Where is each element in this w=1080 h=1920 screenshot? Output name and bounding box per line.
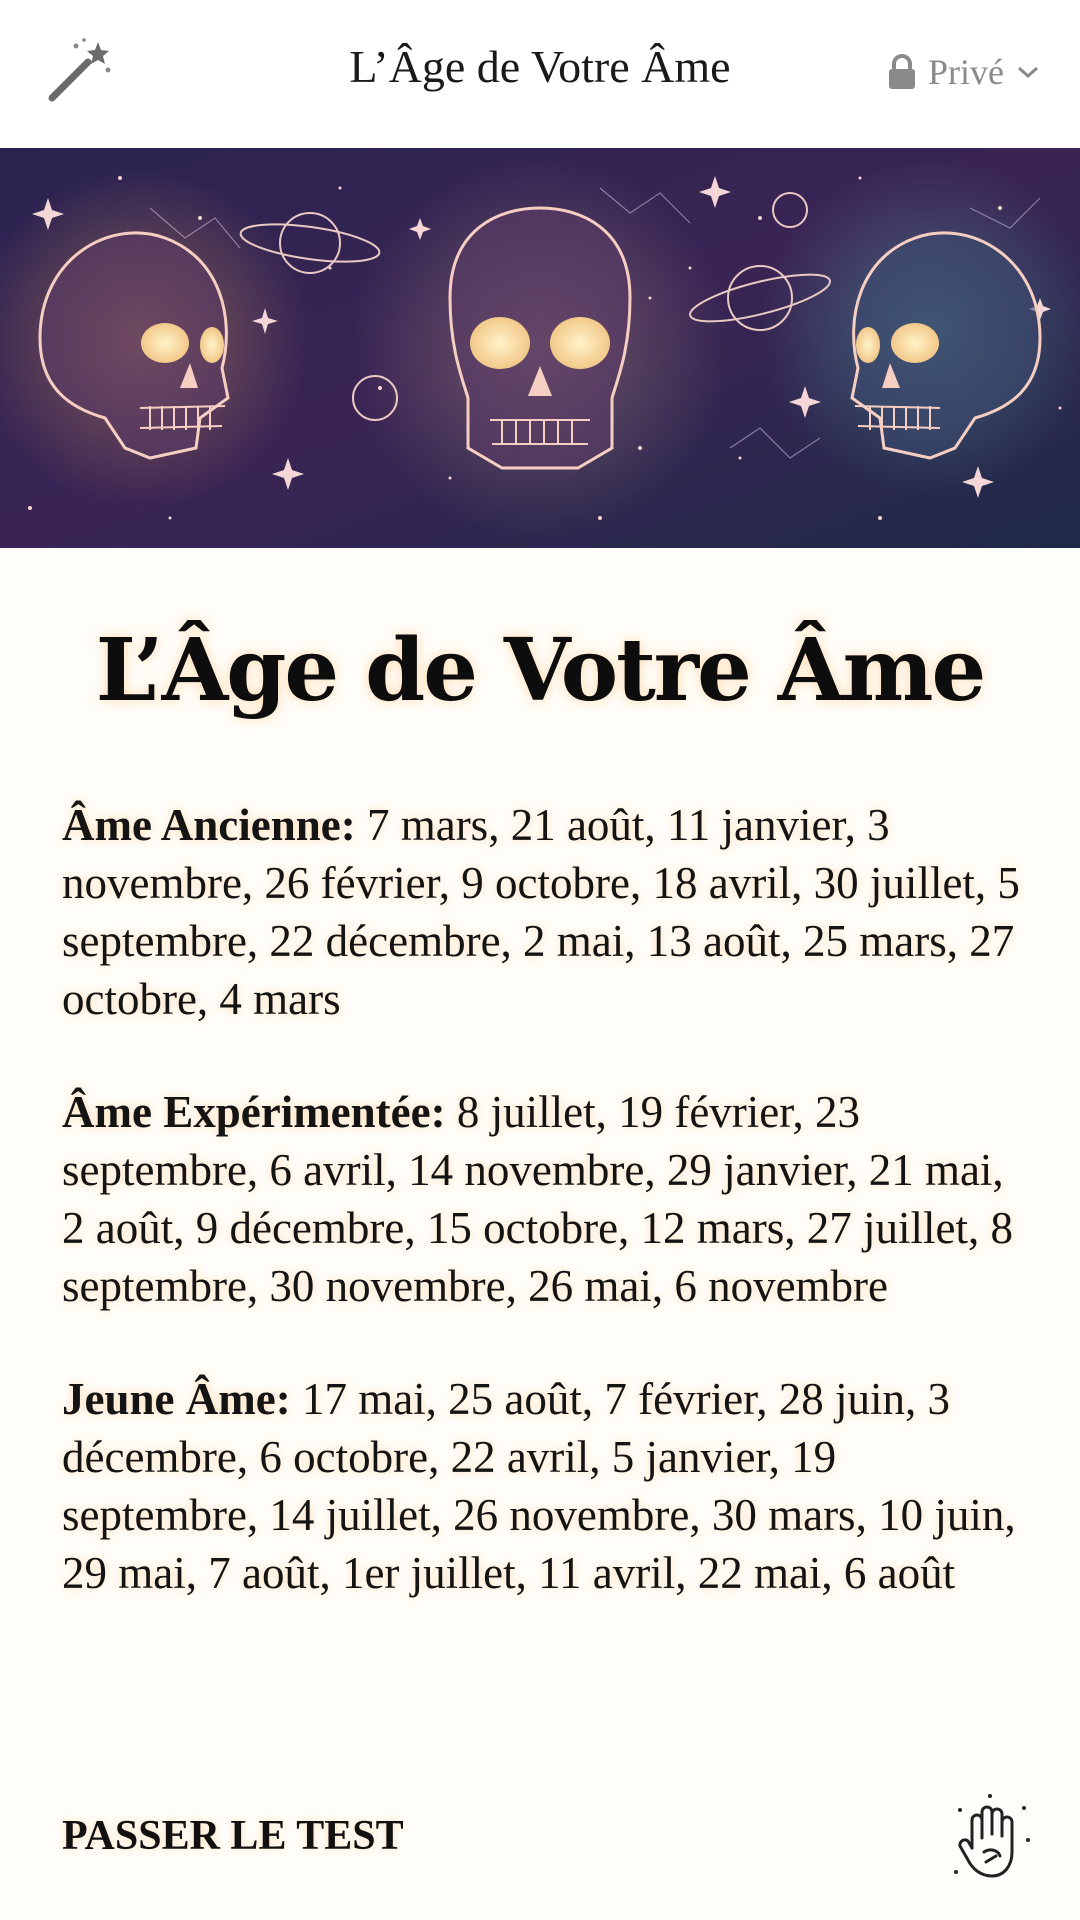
chevron-down-icon bbox=[1016, 64, 1040, 80]
soul-section-label: Âme Expérimentée: bbox=[62, 1087, 446, 1137]
soul-age-list bbox=[62, 796, 1030, 1657]
app-title: L’Âge de Votre Âme bbox=[349, 41, 731, 92]
cosmic-skulls-banner bbox=[0, 148, 1080, 548]
soul-section-experimentee bbox=[62, 1083, 1030, 1315]
privacy-dropdown[interactable] bbox=[888, 44, 1040, 100]
palm-hand-icon[interactable] bbox=[950, 1790, 1034, 1882]
magic-wand-icon[interactable] bbox=[44, 36, 114, 106]
soul-section-dates: 8 juillet, 19 février, 23 septembre, 6 avril, 14 novembre, 29 janvier, 21 mai, 2 août, 9 décembre, 15 octobre, 12 mars, 27 juillet, 8 septembre, 30 novembre, 26 mai, 6 novembre bbox=[62, 1087, 1013, 1311]
lock-icon bbox=[888, 54, 916, 90]
soul-section-label: Âme Ancienne: bbox=[62, 800, 356, 850]
soul-section-dates: 7 mars, 21 août, 11 janvier, 3 novembre, 26 février, 9 octobre, 18 avril, 30 juillet, 5 septembre, 22 décembre, 2 mai, 13 août, 25 mars, 27 octobre, 4 mars bbox=[62, 800, 1020, 1024]
take-test-button[interactable]: PASSER LE TEST bbox=[62, 1813, 404, 1859]
soul-section-jeune bbox=[62, 1370, 1030, 1602]
soul-section-label: Jeune Âme: bbox=[62, 1374, 291, 1424]
top-bar bbox=[0, 0, 1080, 148]
privacy-label: Privé bbox=[928, 52, 1004, 92]
soul-section-dates: 17 mai, 25 août, 7 février, 28 juin, 3 décembre, 6 octobre, 22 avril, 5 janvier, 19 septembre, 14 juillet, 26 novembre, 30 mars, 10 juin, 29 mai, 7 août, 1er juillet, 11 avril, 22 mai, 6 août bbox=[62, 1374, 1016, 1598]
page-title: L’Âge de Votre Âme bbox=[95, 620, 985, 721]
soul-section-ancienne bbox=[62, 796, 1030, 1028]
